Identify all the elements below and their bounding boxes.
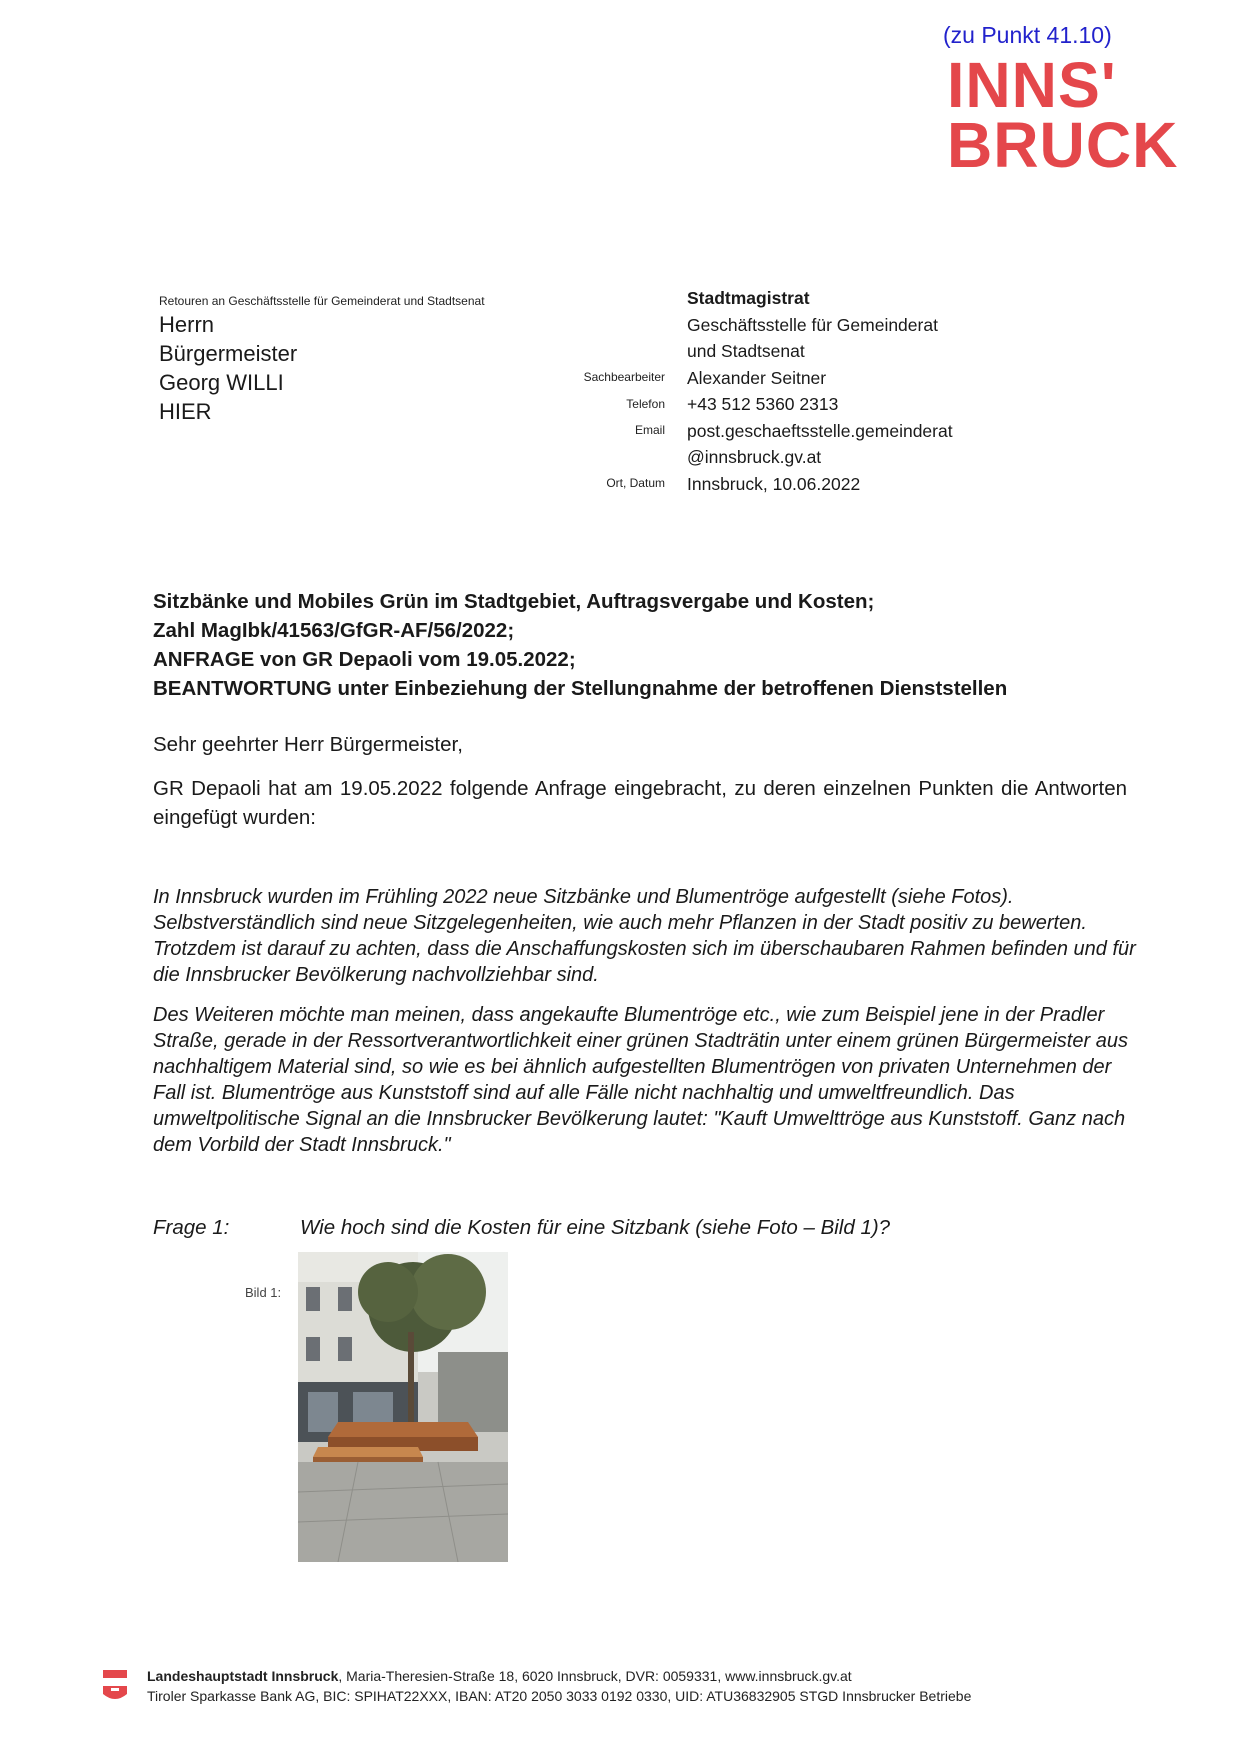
subject-line: ANFRAGE von GR Depaoli vom 19.05.2022; <box>153 648 576 671</box>
salutation: Sehr geehrter Herr Bürgermeister, <box>153 733 463 756</box>
clerk-label: Sachbearbeiter <box>583 370 665 384</box>
subject-line: BEANTWORTUNG unter Einbeziehung der Stellungnahme der betroffenen Dienststellen <box>153 677 1008 700</box>
sender-place-date: Innsbruck, 10.06.2022 <box>687 473 861 494</box>
sender-email-domain[interactable]: @innsbruck.gv.at <box>687 447 822 467</box>
recipient-address <box>159 310 297 426</box>
city-coat-of-arms-icon <box>101 1668 129 1704</box>
subject-line: Zahl MagIbk/41563/GfGR-AF/56/2022; <box>153 619 515 642</box>
subject-line: Sitzbänke und Mobiles Grün im Stadtgebiet, Auftragsvergabe und Kosten; <box>153 590 875 613</box>
return-address-line: Retouren an Geschäftsstelle für Gemeinderat und Stadtsenat <box>159 294 485 308</box>
recipient-line: HIER <box>159 399 212 424</box>
sender-organisation: Stadtmagistrat <box>687 288 810 308</box>
sender-department: und Stadtsenat <box>687 341 805 361</box>
bench-photo <box>298 1252 508 1562</box>
logo-line-2: BRUCK <box>947 109 1179 181</box>
sender-clerk: Alexander Seitner <box>687 367 827 388</box>
innsbruck-logo <box>947 49 1179 181</box>
footer-line-1 <box>147 1666 971 1686</box>
sender-block <box>687 285 953 497</box>
recipient-line: Herrn <box>159 312 215 337</box>
footer-organisation: Landeshauptstadt Innsbruck <box>147 1668 339 1684</box>
recipient-line: Bürgermeister <box>159 341 298 366</box>
reference-note: (zu Punkt 41.10) <box>943 22 1112 48</box>
page-footer <box>103 1666 971 1706</box>
intro-paragraph: GR Depaoli hat am 19.05.2022 folgende Anfrage eingebracht, zu deren einzelnen Punkten die Antworten eingefügt wurden: <box>153 777 1127 829</box>
footer-address: , Maria-Theresien-Straße 18, 6020 Innsbruck, DVR: 0059331, www.innsbruck.gv.at <box>338 1668 852 1684</box>
sender-phone: +43 512 5360 2313 <box>687 394 839 414</box>
inquiry-quote-paragraph: Des Weiteren möchte man meinen, dass angekaufte Blumentröge etc., wie zum Beispiel jene in der Pradler Straße, gerade in der Ressortverantwortlichkeit einer grünen Stadträtin unter einem grünen Bürgermeister aus nachhaltigem Material sind, so wie es bei ähnlich aufgestellten Blumentrögen von privaten Unternehmen der Fall ist. Blumentröge aus Kunststoff sind auf alle Fälle nicht nachhaltig und umweltfreundlich. Das umweltpolitische Signal an die Innsbrucker Bevölkerung lautet: "Kauft Umwelttröge aus Kunststoff. Ganz nach dem Vorbild der Stadt Innsbruck." <box>153 1004 1128 1156</box>
image-caption: Bild 1: <box>245 1285 282 1300</box>
inquiry-quote-paragraph: In Innsbruck wurden im Frühling 2022 neue Sitzbänke und Blumentröge aufgestellt (siehe Fotos). Selbstverständlich sind neue Sitzgelegenheiten, wie auch mehr Pflanzen in der Stadt positiv zu bewerten. Trotzdem ist darauf zu achten, dass die Anschaffungskosten sich im überschaubaren Rahmen befinden und für die Innsbrucker Bevölkerung nachvollziehbar sind. <box>153 886 1136 986</box>
question-label: Frage 1: <box>153 1216 230 1239</box>
subject-block <box>153 587 1007 703</box>
footer-line-2: Tiroler Sparkasse Bank AG, BIC: SPIHAT22XXX, IBAN: AT20 2050 3033 0192 0330, UID: ATU36832905 STGD Innsbrucker Betriebe <box>147 1688 972 1704</box>
recipient-line: Georg WILLI <box>159 370 284 395</box>
place-date-label: Ort, Datum <box>606 476 665 490</box>
phone-label: Telefon <box>626 397 665 411</box>
sender-department: Geschäftsstelle für Gemeinderat <box>687 314 938 335</box>
email-label: Email <box>634 423 665 437</box>
question-text: Wie hoch sind die Kosten für eine Sitzbank (siehe Foto – Bild 1)? <box>300 1216 891 1239</box>
logo-line-1: INNS' <box>947 49 1117 121</box>
sender-email[interactable]: post.geschaeftsstelle.gemeinderat <box>687 420 953 441</box>
